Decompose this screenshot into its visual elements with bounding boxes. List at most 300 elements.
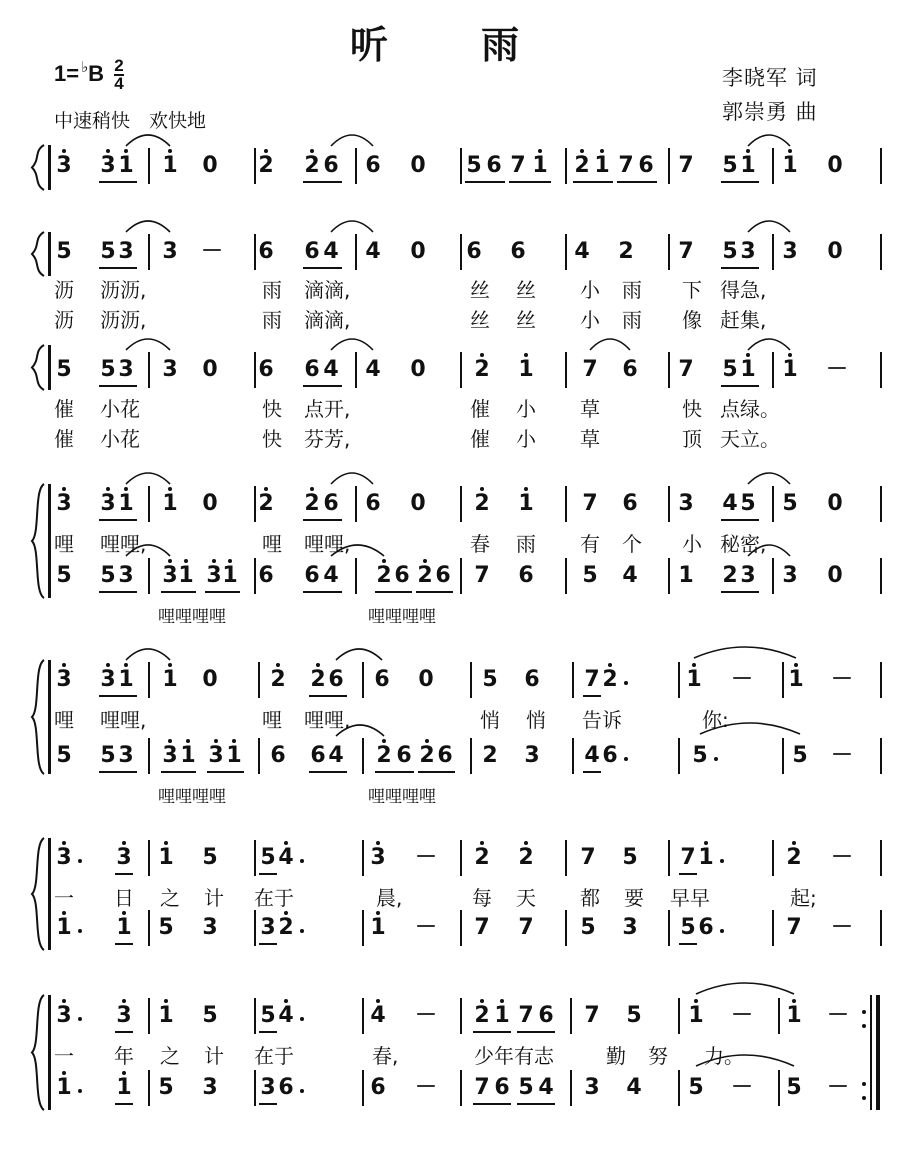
note: 5 (100, 563, 116, 588)
note: 2 (376, 563, 392, 588)
lyric-syllable: 雨 (262, 278, 282, 302)
note: 5 (580, 915, 596, 940)
note: 4 (370, 1003, 386, 1028)
staff-brace (32, 838, 44, 950)
slur (331, 545, 384, 556)
song-title: 听 雨 (349, 23, 560, 67)
lyric-syllable: 草 (580, 427, 600, 451)
note: 6 (370, 1075, 386, 1100)
lyric-syllable: 哩哩, (304, 532, 351, 556)
note: 7 (518, 1003, 534, 1028)
note: 4 (574, 239, 590, 264)
note: － (831, 915, 854, 940)
slur (126, 649, 170, 660)
note: 7 (584, 1003, 600, 1028)
note: 7 (474, 915, 490, 940)
lyric-syllable: 勤 (606, 1044, 626, 1068)
lyric-syllable: 春, (372, 1044, 399, 1068)
note: 5 (782, 491, 798, 516)
note: 6 (602, 743, 618, 768)
lyric-syllable: 快 (682, 397, 702, 421)
lyric-syllable: 雨 (622, 308, 642, 332)
key-letter: B (88, 60, 105, 86)
note: 1 (56, 1075, 72, 1100)
lyric-syllable: 得急, (720, 278, 767, 302)
lyric-syllable: 哩哩, (100, 708, 147, 732)
lyric-syllable: 滴滴, (304, 278, 351, 302)
lyric-syllable: 悄 (480, 708, 500, 732)
note: 2 (518, 845, 534, 870)
note: 1 (594, 153, 610, 178)
lyric-syllable: 少年有志 (474, 1044, 554, 1068)
note: 5 (680, 915, 696, 940)
time-signature: $\frac{2}{4}$ (114, 56, 124, 93)
lyric-syllable: 春 (470, 532, 490, 556)
note: 3 (260, 915, 276, 940)
note: 5 (582, 563, 598, 588)
note: 6 (466, 239, 482, 264)
lyric-syllable: 芬芳, (304, 427, 351, 451)
note: 1 (226, 743, 242, 768)
lyric-syllable: 点开, (304, 397, 351, 421)
note: 5 (56, 743, 72, 768)
lyric-syllable: 小 (682, 532, 702, 556)
note: 2 (417, 563, 433, 588)
note: 4 (323, 357, 339, 382)
note: 5 (56, 357, 72, 382)
note: 1 (740, 153, 756, 178)
note: 5 (722, 357, 738, 382)
lyric-syllable: 顶 (682, 427, 702, 451)
note: 0 (410, 491, 426, 516)
note: 3 (100, 153, 116, 178)
note: 5 (518, 1075, 534, 1100)
note: 2 (602, 667, 618, 692)
note: 3 (740, 563, 756, 588)
note: 3 (56, 1003, 72, 1028)
note: 1 (518, 491, 534, 516)
note: － (201, 239, 224, 264)
note: － (415, 915, 438, 940)
lyric-syllable: 之 (160, 1044, 180, 1068)
slur (331, 473, 373, 484)
note: 6 (365, 153, 381, 178)
note: 2 (474, 491, 490, 516)
note: 5 (466, 153, 482, 178)
note: 1 (494, 1003, 510, 1028)
note: 6 (698, 915, 714, 940)
note: 7 (474, 1075, 490, 1100)
note: 3 (56, 667, 72, 692)
lyric-syllable: 努 (648, 1044, 668, 1068)
slur (694, 647, 796, 658)
staff-brace (32, 145, 44, 190)
note: 4 (584, 743, 600, 768)
note: 3 (370, 845, 386, 870)
note: 5 (260, 845, 276, 870)
lyric-syllable: 哩 (54, 708, 74, 732)
note: 1 (222, 563, 238, 588)
lyric-syllable: 催 (54, 427, 74, 451)
staff-brace (32, 660, 44, 774)
note: 3 (118, 743, 134, 768)
note: 3 (100, 667, 116, 692)
note: 7 (518, 915, 534, 940)
note: 2 (310, 667, 326, 692)
note: 0 (827, 563, 843, 588)
note: 4 (365, 357, 381, 382)
note: 5 (158, 915, 174, 940)
lyric-syllable: 小花 (100, 397, 140, 421)
note: 1 (162, 667, 178, 692)
slur (126, 221, 170, 232)
lyricist-credit: 李晓军 词 (722, 66, 818, 90)
note: 7 (582, 357, 598, 382)
lyric-syllable: 计 (204, 1044, 224, 1068)
lyric-syllable: 像 (682, 308, 702, 332)
lyric-syllable: 告诉 (582, 708, 622, 732)
note: 6 (304, 357, 320, 382)
note: 5 (786, 1075, 802, 1100)
note: 6 (394, 563, 410, 588)
slur (336, 725, 384, 736)
lyric-syllable: 丝 (470, 278, 490, 302)
lyric-syllable: 哩哩哩哩 (368, 787, 436, 807)
note: 3 (116, 845, 132, 870)
lyric-syllable: 哩哩, (304, 708, 351, 732)
note: 0 (827, 239, 843, 264)
slur (331, 221, 373, 232)
note: 2 (474, 1003, 490, 1028)
note: 7 (678, 357, 694, 382)
note: 6 (270, 743, 286, 768)
note: 5 (100, 239, 116, 264)
note: 2 (574, 153, 590, 178)
note: 1 (518, 357, 534, 382)
note: 5 (740, 491, 756, 516)
slur (331, 135, 373, 146)
lyric-syllable: 雨 (262, 308, 282, 332)
note: 3 (118, 239, 134, 264)
lyric-syllable: 沥沥, (100, 308, 147, 332)
lyric-syllable: 早早 (670, 886, 710, 910)
note: 6 (304, 563, 320, 588)
note: 7 (618, 153, 634, 178)
lyric-syllable: 小 (516, 397, 536, 421)
note: － (831, 743, 854, 768)
lyric-syllable: 快 (262, 427, 282, 451)
note: 1 (688, 1003, 704, 1028)
note: 3 (206, 563, 222, 588)
note: 5 (56, 239, 72, 264)
lyric-syllable: 小 (516, 427, 536, 451)
note: 4 (538, 1075, 554, 1100)
note: 1 (782, 153, 798, 178)
note: 4 (365, 239, 381, 264)
lyric-syllable: 天立。 (720, 427, 780, 451)
note: 2 (270, 667, 286, 692)
note: 7 (678, 239, 694, 264)
note: 4 (323, 239, 339, 264)
note: 3 (622, 915, 638, 940)
lyric-syllable: 每 (472, 886, 492, 910)
note: 6 (622, 491, 638, 516)
note: 7 (584, 667, 600, 692)
note: 7 (474, 563, 490, 588)
note: 1 (118, 667, 134, 692)
lyric-syllable: 之 (160, 886, 180, 910)
note: 5 (56, 563, 72, 588)
slur (126, 339, 170, 350)
lyric-syllable: 一 (54, 1044, 74, 1068)
note: 6 (524, 667, 540, 692)
lyric-syllable: 沥 (54, 278, 74, 302)
note: 6 (328, 667, 344, 692)
lyric-syllable: 秘密, (720, 532, 767, 556)
note: 3 (116, 1003, 132, 1028)
lyric-syllable: 小 (580, 308, 600, 332)
note: 2 (304, 153, 320, 178)
note: 3 (162, 239, 178, 264)
note: 1 (370, 915, 386, 940)
note: 7 (680, 845, 696, 870)
note: 1 (158, 1003, 174, 1028)
note: 1 (788, 667, 804, 692)
note: 1 (686, 667, 702, 692)
note: － (826, 357, 849, 382)
note: 2 (258, 153, 274, 178)
key-prefix: 1= (54, 60, 80, 86)
note: 1 (786, 1003, 802, 1028)
note: 0 (418, 667, 434, 692)
note: 4 (328, 743, 344, 768)
note: 0 (202, 357, 218, 382)
note: 5 (260, 1003, 276, 1028)
note: 5 (100, 357, 116, 382)
note: 2 (786, 845, 802, 870)
lyric-syllable: 哩 (54, 532, 74, 556)
lyric-syllable: 起; (790, 886, 817, 910)
lyric-syllable: 哩 (262, 708, 282, 732)
slur (748, 339, 790, 350)
staff-brace (32, 995, 44, 1110)
lyric-syllable: 快 (262, 397, 282, 421)
note: 6 (258, 239, 274, 264)
note: 3 (524, 743, 540, 768)
note: 0 (410, 239, 426, 264)
note: 4 (626, 1075, 642, 1100)
lyric-syllable: 在于 (254, 886, 294, 910)
note: 5 (202, 1003, 218, 1028)
note: 6 (323, 153, 339, 178)
lyric-syllable: 小花 (100, 427, 140, 451)
note: － (831, 845, 854, 870)
lyric-syllable: 在于 (254, 1044, 294, 1068)
note: 0 (202, 667, 218, 692)
note: 6 (437, 743, 453, 768)
note: 5 (100, 743, 116, 768)
note: 4 (323, 563, 339, 588)
note: 3 (208, 743, 224, 768)
note: 3 (678, 491, 694, 516)
lyric-syllable: 滴滴, (304, 308, 351, 332)
lyric-syllable: 丝 (516, 278, 536, 302)
note: 1 (178, 563, 194, 588)
note: 1 (162, 491, 178, 516)
note: 3 (162, 563, 178, 588)
note: 3 (782, 563, 798, 588)
note: 3 (56, 845, 72, 870)
slur (590, 339, 630, 350)
lyric-syllable: 丝 (516, 308, 536, 332)
note: 2 (376, 743, 392, 768)
note: 2 (304, 491, 320, 516)
note: 6 (278, 1075, 294, 1100)
tempo-marking: 中速稍快 欢快地 (54, 111, 207, 132)
note: 6 (494, 1075, 510, 1100)
note: 4 (278, 845, 294, 870)
composer-credit: 郭崇勇 曲 (722, 100, 818, 124)
lyric-syllable: 催 (470, 427, 490, 451)
note: 2 (482, 743, 498, 768)
note: 5 (626, 1003, 642, 1028)
lyric-syllable: 有 (580, 532, 600, 556)
lyric-syllable: 雨 (622, 278, 642, 302)
staff-brace (32, 345, 44, 390)
lyric-syllable: 哩 (262, 532, 282, 556)
note: 1 (118, 491, 134, 516)
note: 6 (258, 357, 274, 382)
note: 1 (158, 845, 174, 870)
lyric-syllable: 丝 (470, 308, 490, 332)
note: 3 (584, 1075, 600, 1100)
note: － (827, 1003, 850, 1028)
note: 1 (116, 1075, 132, 1100)
note: 0 (202, 153, 218, 178)
note: 6 (538, 1003, 554, 1028)
lyric-syllable: 日 (114, 886, 134, 910)
note: 2 (419, 743, 435, 768)
lyric-syllable: 天 (516, 886, 536, 910)
note: 1 (118, 153, 134, 178)
slur (126, 473, 170, 484)
note: 6 (365, 491, 381, 516)
flat-sign: ♭ (81, 59, 89, 77)
slur (126, 545, 170, 556)
note: 1 (740, 357, 756, 382)
note: － (827, 1075, 850, 1100)
note: 6 (396, 743, 412, 768)
slur (331, 339, 373, 350)
note: 7 (786, 915, 802, 940)
note: 4 (278, 1003, 294, 1028)
lyric-syllable: 晨, (376, 886, 403, 910)
note: 5 (202, 845, 218, 870)
lyric-syllable: 年 (114, 1044, 134, 1068)
staff-brace (32, 484, 44, 598)
note: 5 (692, 743, 708, 768)
note: 3 (782, 239, 798, 264)
note: 6 (304, 239, 320, 264)
slur (748, 545, 790, 556)
lyric-syllable: 催 (54, 397, 74, 421)
note: 2 (474, 357, 490, 382)
note: 1 (180, 743, 196, 768)
lyric-syllable: 一 (54, 886, 74, 910)
note: 3 (100, 491, 116, 516)
note: 6 (374, 667, 390, 692)
note: 7 (582, 491, 598, 516)
note: 5 (722, 239, 738, 264)
lyric-syllable: 草 (580, 397, 600, 421)
slur (748, 221, 790, 232)
note: 4 (722, 491, 738, 516)
note: 3 (118, 563, 134, 588)
note: 3 (260, 1075, 276, 1100)
note: 1 (782, 357, 798, 382)
note: 6 (258, 563, 274, 588)
note: 1 (678, 563, 694, 588)
slur (696, 1055, 794, 1066)
note: 6 (638, 153, 654, 178)
note: 7 (510, 153, 526, 178)
note: － (731, 1003, 754, 1028)
note: 6 (518, 563, 534, 588)
note: 1 (116, 915, 132, 940)
note: 7 (678, 153, 694, 178)
note: 1 (56, 915, 72, 940)
note: 1 (532, 153, 548, 178)
lyric-syllable: 点绿。 (720, 397, 780, 421)
note: 2 (722, 563, 738, 588)
note: 5 (622, 845, 638, 870)
note: 6 (310, 743, 326, 768)
note: － (415, 845, 438, 870)
note: 3 (202, 1075, 218, 1100)
lyric-syllable: 催 (470, 397, 490, 421)
note: 0 (410, 357, 426, 382)
note: － (415, 1003, 438, 1028)
lyric-syllable: 悄 (526, 708, 546, 732)
lyric-syllable: 下 (682, 278, 702, 302)
note: 6 (622, 357, 638, 382)
note: 6 (435, 563, 451, 588)
note: 2 (258, 491, 274, 516)
note: 3 (56, 491, 72, 516)
lyric-syllable: 计 (204, 886, 224, 910)
lyric-syllable: 沥沥, (100, 278, 147, 302)
lyric-syllable: 你: (702, 708, 729, 732)
slur (748, 473, 790, 484)
note: 6 (486, 153, 502, 178)
note: 3 (202, 915, 218, 940)
note: 2 (618, 239, 634, 264)
lyric-syllable: 哩哩哩哩 (158, 787, 226, 807)
note: 3 (56, 153, 72, 178)
lyric-syllable: 赶集, (720, 308, 767, 332)
note: 3 (162, 743, 178, 768)
note: 0 (410, 153, 426, 178)
note: 5 (482, 667, 498, 692)
note: 0 (827, 153, 843, 178)
note: 0 (827, 491, 843, 516)
note: 4 (622, 563, 638, 588)
lyric-syllable: 力。 (704, 1044, 744, 1068)
note: 5 (792, 743, 808, 768)
note: － (831, 667, 854, 692)
slur (336, 649, 382, 660)
slur (700, 723, 800, 734)
